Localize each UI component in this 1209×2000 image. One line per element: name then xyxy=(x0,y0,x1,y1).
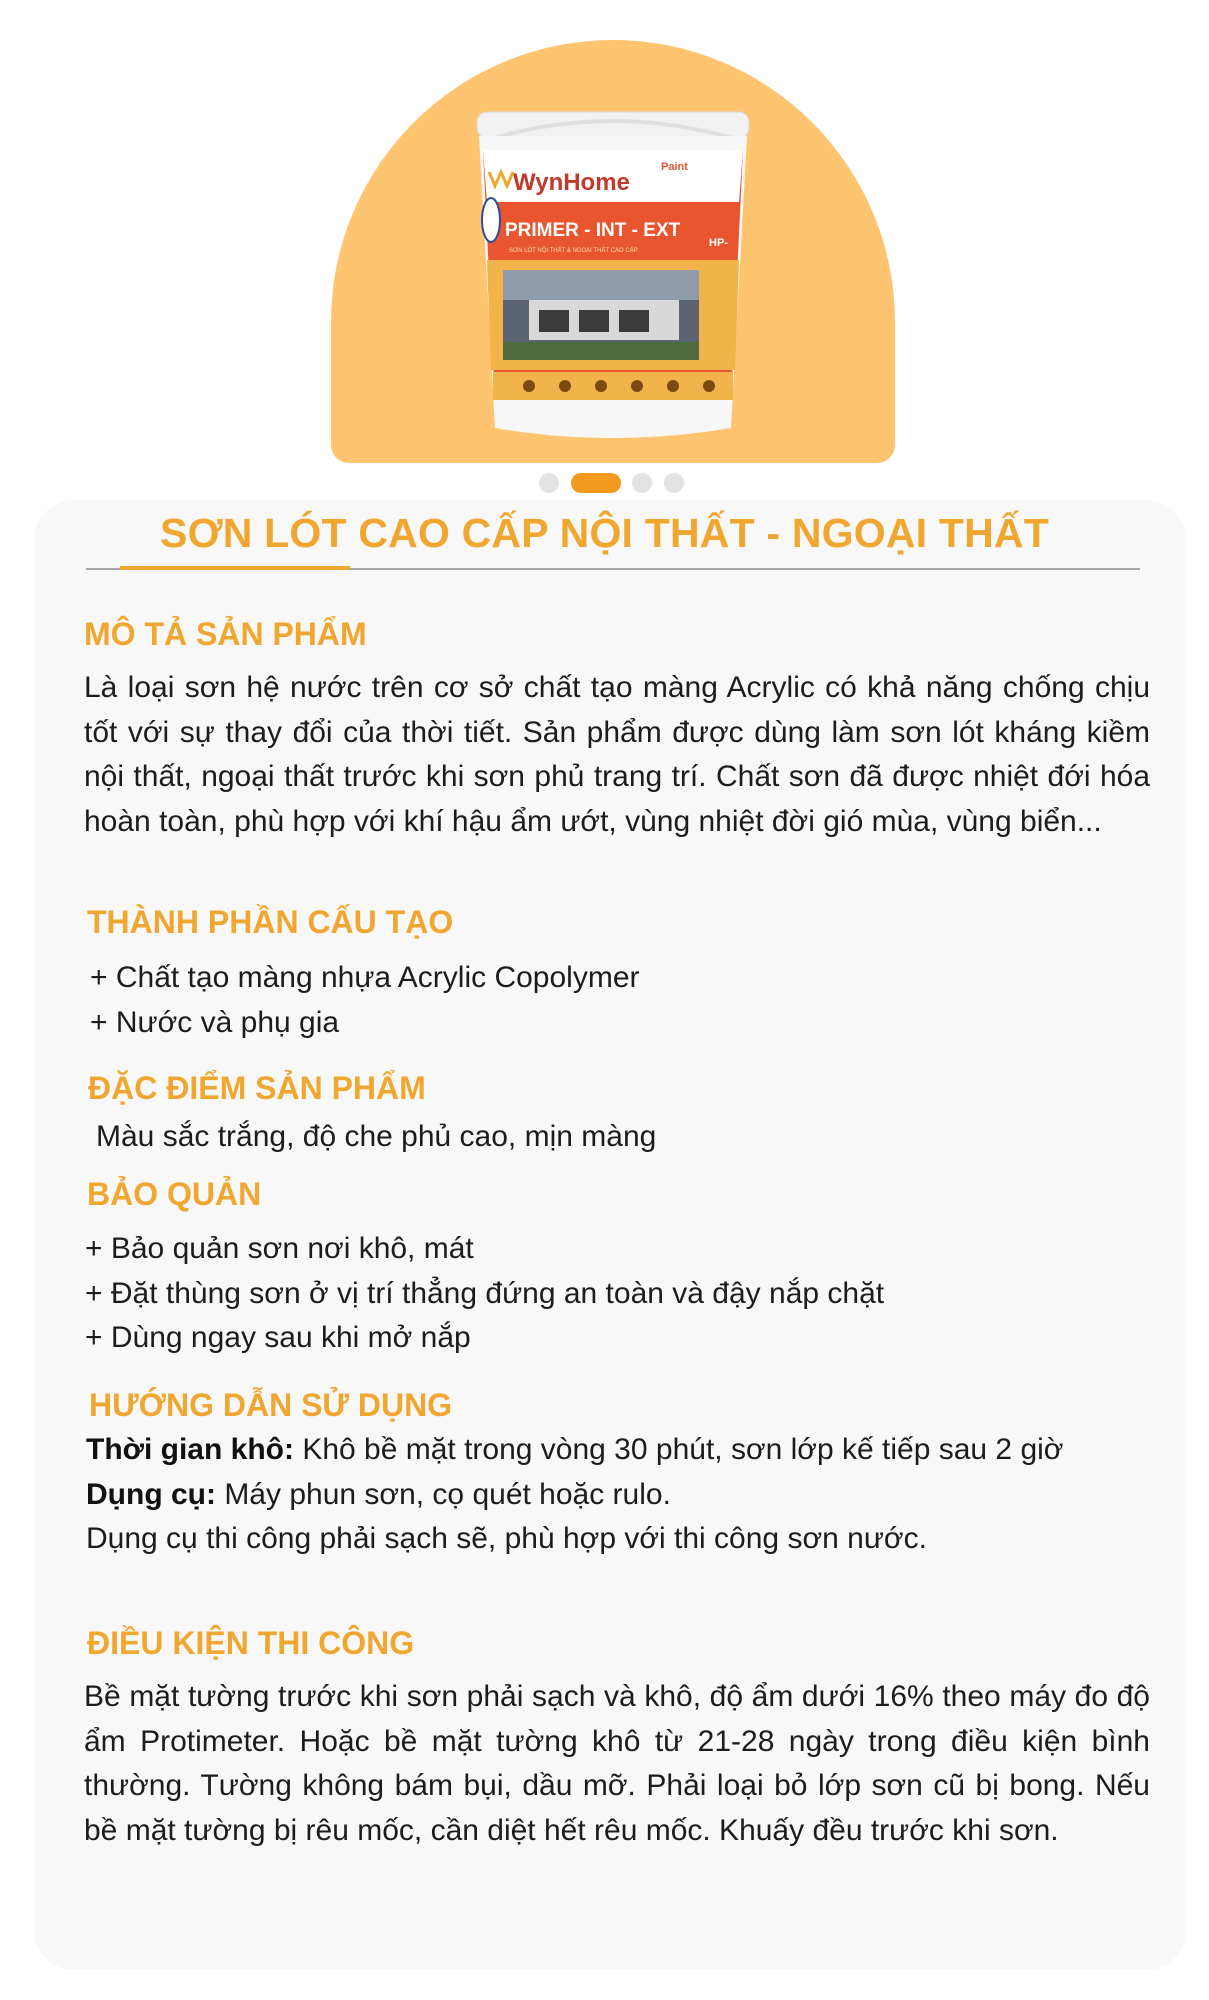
conditions-text: Bề mặt tường trước khi sơn phải sạch và khô, độ ẩm dưới 16% theo máy đo độ ẩm Protimeter. Hoặc bề mặt tường khô từ 21-28 ngày trong điều kiện bình thường. Tường không bám bụi, dầu mỡ. Phải loại bỏ lớp sơn cũ bị bong. Nếu bề mặt tường bị rêu mốc, cần diệt hết rêu mốc. Khuấy đều trước khi sơn. xyxy=(84,1680,1150,1847)
storage-item: + Bảo quản sơn nơi khô, mát xyxy=(85,1232,474,1265)
description-text: Là loại sơn hệ nước trên cơ sở chất tạo màng Acrylic có khả năng chống chịu tốt với sự thay đổi của thời tiết. Sản phẩm được dùng làm sơn lót kháng kiềm nội thất, ngoại thất trước khi sơn phủ trang trí. Chất sơn đã được nhiệt đới hóa hoàn toàn, phù hợp với khí hậu ẩm ướt, vùng nhiệt đời gió mùa, vùng biển... xyxy=(84,671,1150,838)
heading-storage: BẢO QUẢN xyxy=(87,1176,262,1212)
heading-composition: THÀNH PHẦN CẤU TẠO xyxy=(87,904,454,940)
svg-text:SƠN LÓT NỘI THẤT & NGOẠI THẤT: SƠN LÓT NỘI THẤT & NGOẠI THẤT CAO CẤP xyxy=(509,248,638,254)
svg-text:WynHome: WynHome xyxy=(513,169,630,196)
svg-text:PRIMER - INT - EXT: PRIMER - INT - EXT xyxy=(505,220,681,241)
heading-usage: HƯỚNG DẪN SỬ DỤNG xyxy=(89,1387,453,1423)
carousel-dot-2-active[interactable] xyxy=(571,473,621,493)
tools-label: Dụng cụ: xyxy=(86,1477,216,1511)
heading-conditions: ĐIỀU KIỆN THI CÔNG xyxy=(87,1625,415,1661)
storage-list xyxy=(85,1227,884,1361)
dry-time-text: Khô bề mặt trong vòng 30 phút, sơn lớp kế tiếp sau 2 giờ xyxy=(293,1433,1064,1466)
title-divider-accent xyxy=(120,566,350,570)
tools-note: Dụng cụ thi công phải sạch sẽ, phù hợp với thi công sơn nước. xyxy=(86,1522,927,1555)
tools-row xyxy=(86,1473,1152,1518)
composition-item: + Chất tạo màng nhựa Acrylic Copolymer xyxy=(90,961,640,994)
dry-time-row xyxy=(86,1428,1152,1473)
features-text: Màu sắc trắng, độ che phủ cao, mịn màng xyxy=(96,1120,657,1153)
composition-item: + Nước và phụ gia xyxy=(90,1005,340,1039)
dry-time-label: Thời gian khô: xyxy=(86,1433,294,1466)
product-title: SƠN LÓT CAO CẤP NỘI THẤT - NGOẠI THẤT xyxy=(160,510,1049,556)
carousel-indicator xyxy=(0,473,1209,493)
svg-text:HP-: HP- xyxy=(709,237,728,249)
carousel-dot-1[interactable] xyxy=(539,473,559,493)
heading-features: ĐẶC ĐIỂM SẢN PHẨM xyxy=(88,1070,426,1106)
tools-text: Máy phun sơn, cọ quét hoặc rulo. xyxy=(215,1477,671,1511)
storage-item: + Đặt thùng sơn ở vị trí thẳng đứng an toàn và đậy nắp chặt xyxy=(85,1276,885,1310)
storage-item: + Dùng ngay sau khi mở nắp xyxy=(85,1321,471,1354)
paint-bucket-image xyxy=(469,110,757,445)
svg-text:Paint: Paint xyxy=(661,161,688,173)
composition-list xyxy=(90,956,640,1045)
usage-content xyxy=(86,1428,1152,1562)
heading-description: MÔ TẢ SẢN PHẨM xyxy=(84,616,367,652)
product-image-panel xyxy=(331,40,895,463)
carousel-dot-3[interactable] xyxy=(632,473,652,493)
carousel-dot-4[interactable] xyxy=(664,473,684,493)
